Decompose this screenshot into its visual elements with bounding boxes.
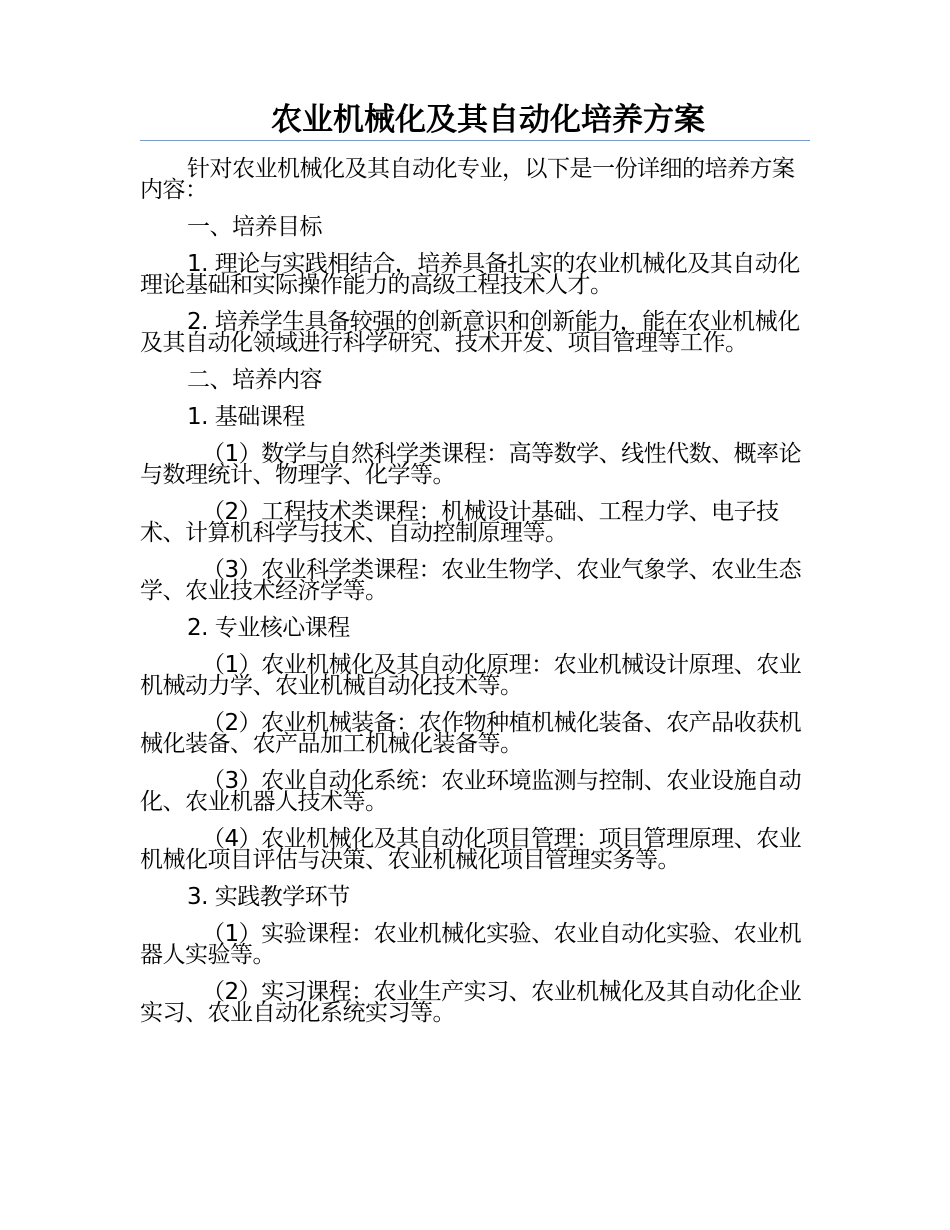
basic-course-item-3: （3）农业科学类课程：农业生物学、农业气象学、农业生态学、农业技术经济学等。 [140, 557, 802, 604]
core-course-item-4: （4）农业机械化及其自动化项目管理：项目管理原理、农业机械化项目评估与决策、农业机械化项目管理实务等。 [140, 826, 802, 873]
practice-item-1: （1）实验课程：农业机械化实验、农业自动化实验、农业机器人实验等。 [140, 921, 802, 968]
basic-course-item-1: （1）数学与自然科学类课程：高等数学、线性代数、概率论与数理统计、物理学、化学等。 [140, 441, 802, 488]
core-course-item-1: （1）农业机械化及其自动化原理：农业机械设计原理、农业机械动力学、农业机械自动化技术等。 [140, 652, 802, 699]
core-course-item-3: （3）农业自动化系统：农业环境监测与控制、农业设施自动化、农业机器人技术等。 [140, 768, 802, 815]
document-page [140, 100, 810, 1024]
subsection-heading-core: 2. 专业核心课程 [187, 615, 350, 641]
subsection-heading-basic: 1. 基础课程 [187, 404, 305, 430]
document-title: 农业机械化及其自动化培养方案 [271, 102, 705, 138]
core-course-item-2: （2）农业机械装备：农作物种植机械化装备、农产品收获机械化装备、农产品加工机械化装备等。 [140, 710, 802, 757]
practice-item-2: （2）实习课程：农业生产实习、农业机械化及其自动化企业实习、农业自动化系统实习等。 [140, 979, 802, 1026]
section-heading-goals: 一、培养目标 [187, 214, 322, 240]
goal-item-1: 1. 理论与实践相结合，培养具备扎实的农业机械化及其自动化理论基础和实际操作能力的高级工程技术人才。 [140, 251, 800, 298]
section-heading-content: 二、培养内容 [187, 367, 322, 393]
basic-course-item-2: （2）工程技术类课程：机械设计基础、工程力学、电子技术、计算机科学与技术、自动控制原理等。 [140, 499, 779, 546]
goal-item-2: 2. 培养学生具备较强的创新意识和创新能力，能在农业机械化及其自动化领域进行科学研究、技术开发、项目管理等工作。 [140, 309, 800, 356]
subsection-heading-practice: 3. 实践教学环节 [187, 884, 350, 910]
intro-paragraph: 针对农业机械化及其自动化专业，以下是一份详细的培养方案内容： [140, 156, 795, 203]
title-underline [140, 140, 810, 141]
